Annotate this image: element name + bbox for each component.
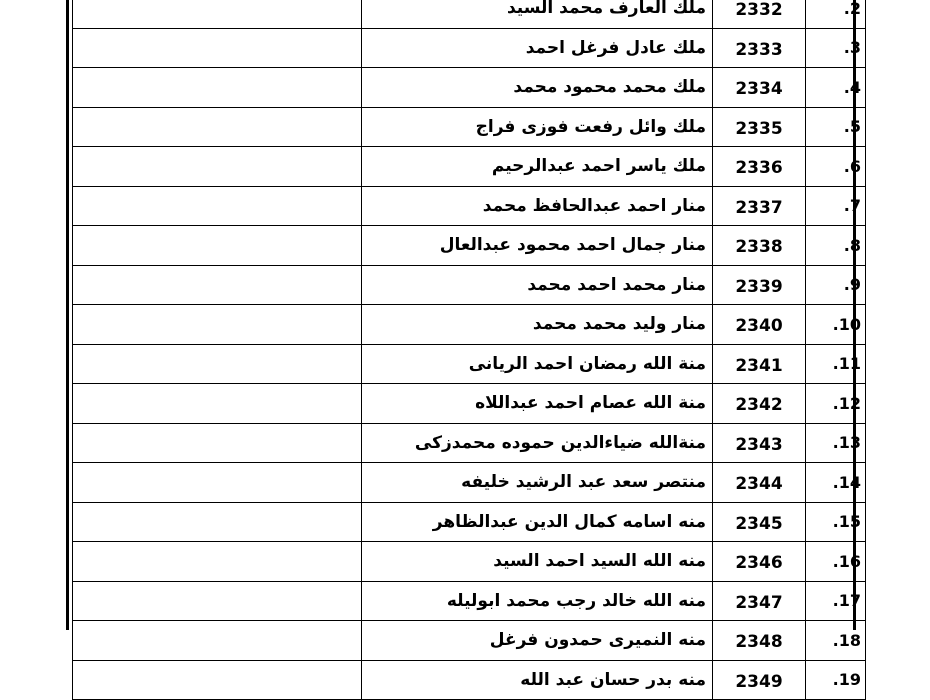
seat-number: 2343 [713,423,806,463]
row-index: .19 [806,660,866,700]
blank-cell [73,344,362,384]
blank-cell [73,502,362,542]
row-index: .11 [806,344,866,384]
blank-cell [73,423,362,463]
table-row [73,542,866,582]
seat-number: 2347 [713,581,806,621]
row-index: .6 [806,147,866,187]
blank-cell [73,581,362,621]
seat-number: 2346 [713,542,806,582]
blank-cell [73,107,362,147]
row-index: .3 [806,28,866,68]
blank-cell [73,68,362,108]
table-row [73,147,866,187]
row-index: .8 [806,226,866,266]
row-index: .5 [806,107,866,147]
table-row [73,344,866,384]
blank-cell [73,660,362,700]
row-index: .7 [806,186,866,226]
table-row [73,265,866,305]
seat-number: 2345 [713,502,806,542]
student-name: ملك عادل فرغل احمد [362,28,713,68]
student-name: ملك وائل رفعت فوزى فراج [362,107,713,147]
blank-cell [73,147,362,187]
blank-cell [73,186,362,226]
student-name: ملك العارف محمد السيد [362,0,713,28]
student-name: منه اسامه كمال الدين عبدالظاهر [362,502,713,542]
student-name: منه الله السيد احمد السيد [362,542,713,582]
seat-number: 2342 [713,384,806,424]
blank-cell [73,305,362,345]
table-row [73,660,866,700]
row-index: .4 [806,68,866,108]
table-row [73,68,866,108]
blank-cell [73,226,362,266]
seat-number: 2339 [713,265,806,305]
table-row [73,226,866,266]
seat-number: 2334 [713,68,806,108]
seat-number: 2337 [713,186,806,226]
seat-number: 2336 [713,147,806,187]
student-name: منه بدر حسان عبد الله [362,660,713,700]
student-name: منةالله ضياءالدين حموده محمدزكى [362,423,713,463]
blank-cell [73,0,362,28]
blank-cell [73,463,362,503]
blank-cell [73,265,362,305]
student-name: منار احمد عبدالحافظ محمد [362,186,713,226]
blank-cell [73,384,362,424]
seat-number: 2341 [713,344,806,384]
seat-number: 2338 [713,226,806,266]
table-row [73,107,866,147]
seat-number: 2333 [713,28,806,68]
table-row [73,186,866,226]
table-row [73,423,866,463]
student-name: منه النميرى حمدون فرغل [362,621,713,661]
student-name: منه الله خالد رجب محمد ابوليله [362,581,713,621]
student-name: منار وليد محمد محمد [362,305,713,345]
row-index: .15 [806,502,866,542]
table-row [73,305,866,345]
seat-number: 2332 [713,0,806,28]
blank-cell [73,621,362,661]
student-name: منة الله عصام احمد عبداللاه [362,384,713,424]
roster-body [73,0,866,700]
table-row [73,621,866,661]
row-index: .10 [806,305,866,345]
student-name: منتصر سعد عبد الرشيد خليفه [362,463,713,503]
row-index: .14 [806,463,866,503]
seat-number: 2335 [713,107,806,147]
seat-number: 2348 [713,621,806,661]
seat-number: 2340 [713,305,806,345]
table-row [73,28,866,68]
row-index: .16 [806,542,866,582]
seat-number: 2349 [713,660,806,700]
table-row [73,581,866,621]
blank-cell [73,542,362,582]
student-name: منار محمد احمد محمد [362,265,713,305]
table-row [73,384,866,424]
row-index: .12 [806,384,866,424]
student-name: منة الله رمضان احمد الريانى [362,344,713,384]
seat-number: 2344 [713,463,806,503]
student-name: ملك محمد محمود محمد [362,68,713,108]
student-name: منار جمال احمد محمود عبدالعال [362,226,713,266]
student-name: ملك ياسر احمد عبدالرحيم [362,147,713,187]
blank-cell [73,28,362,68]
row-index: .17 [806,581,866,621]
table-row [73,0,866,28]
row-index: .9 [806,265,866,305]
table-row [73,502,866,542]
student-roster-table [72,0,866,700]
row-index: .13 [806,423,866,463]
row-index: .18 [806,621,866,661]
row-index: .2 [806,0,866,28]
table-row [73,463,866,503]
